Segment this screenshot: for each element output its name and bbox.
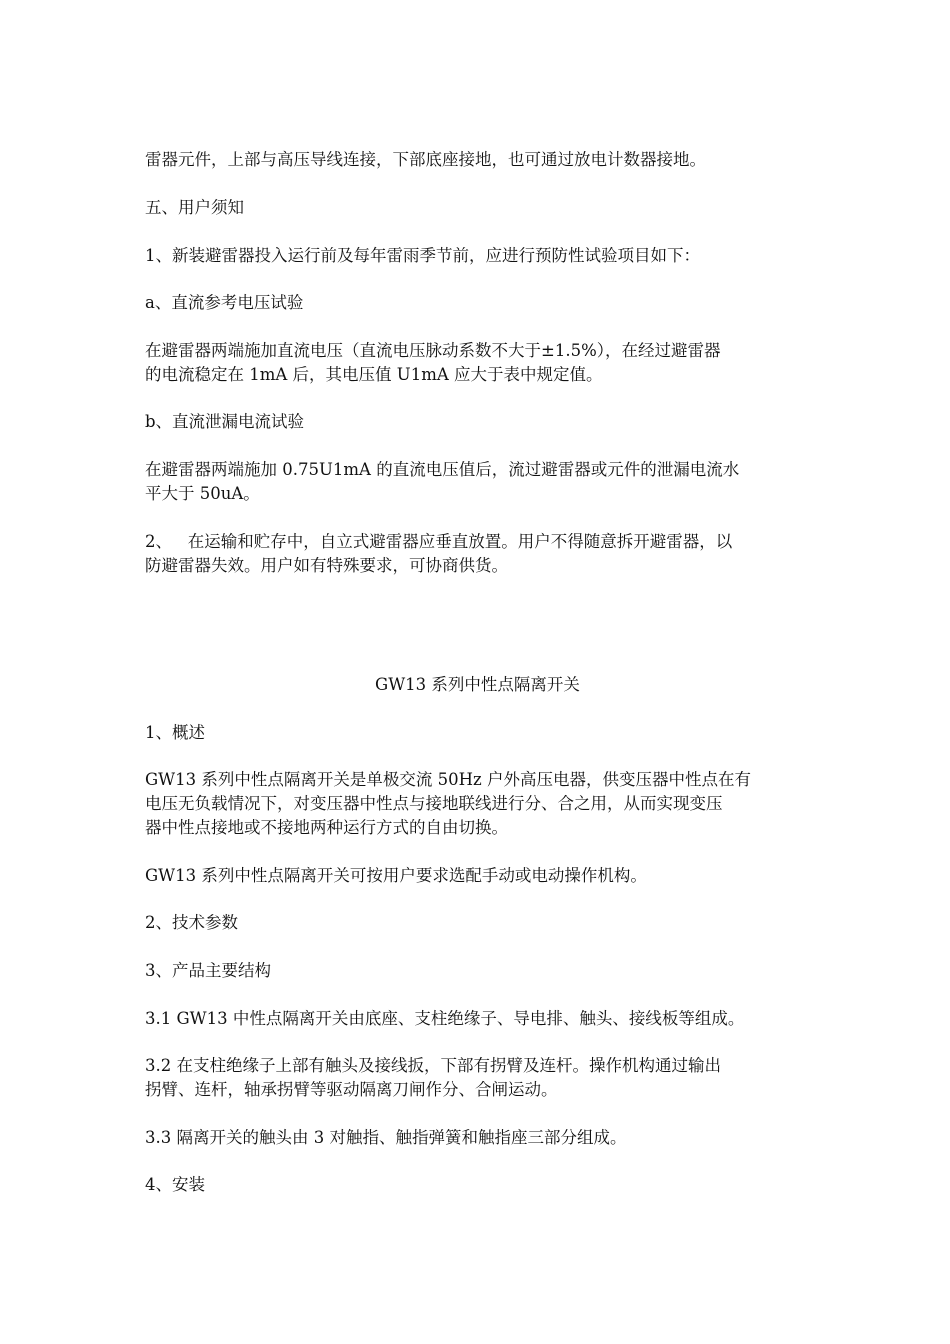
text-line: 防避雷器失效。用户如有特殊要求，可协商供货。 <box>145 556 508 575</box>
text-line: 电压无负载情况下，对变压器中性点与接地联线进行分、合之用，从而实现变压 <box>145 794 723 813</box>
section-heading: 3、产品主要结构 <box>145 961 271 980</box>
section-heading: 五、用户须知 <box>145 198 244 217</box>
section-heading: 1、概述 <box>145 723 205 742</box>
text-line: 1、新装避雷器投入运行前及每年雷雨季节前，应进行预防性试验项目如下： <box>145 246 700 265</box>
text-line: 3.3 隔离开关的触头由 3 对触指、触指弹簧和触指座三部分组成。 <box>145 1128 627 1147</box>
text-line: 3.1 GW13 中性点隔离开关由底座、支柱绝缘子、导电排、触头、接线板等组成。 <box>145 1009 745 1028</box>
text-line: 的电流稳定在 1mA 后，其电压值 U1mA 应大于表中规定值。 <box>145 365 603 384</box>
text-line: 雷器元件，上部与高压导线连接，下部底座接地，也可通过放电计数器接地。 <box>145 150 706 169</box>
section-heading: 4、安装 <box>145 1175 205 1194</box>
section-title: GW13 系列中性点隔离开关 <box>375 675 580 694</box>
text-line: 在避雷器两端施加 0.75U1mA 的直流电压值后，流过避雷器或元件的泄漏电流水 <box>145 460 740 479</box>
text-line: 拐臂、连杆，轴承拐臂等驱动隔离刀闸作分、合闸运动。 <box>145 1080 558 1099</box>
text-line: 2、 在运输和贮存中，自立式避雷器应垂直放置。用户不得随意拆开避雷器，以 <box>145 532 733 551</box>
text-line: 器中性点接地或不接地两种运行方式的自由切换。 <box>145 818 508 837</box>
text-line: 平大于 50uA。 <box>145 484 260 503</box>
text-line: 在避雷器两端施加直流电压（直流电压脉动系数不大于±1.5%），在经过避雷器 <box>145 341 721 360</box>
text-line: GW13 系列中性点隔离开关是单极交流 50Hz 户外高压电器，供变压器中性点在有 <box>145 770 751 789</box>
text-line: 3.2 在支柱绝缘子上部有触头及接线扳，下部有拐臂及连杆。操作机构通过输出 <box>145 1056 721 1075</box>
subheading: a、直流参考电压试验 <box>145 293 304 312</box>
section-heading: 2、技术参数 <box>145 913 238 932</box>
subheading: b、直流泄漏电流试验 <box>145 412 305 431</box>
text-line: GW13 系列中性点隔离开关可按用户要求选配手动或电动操作机构。 <box>145 866 647 885</box>
